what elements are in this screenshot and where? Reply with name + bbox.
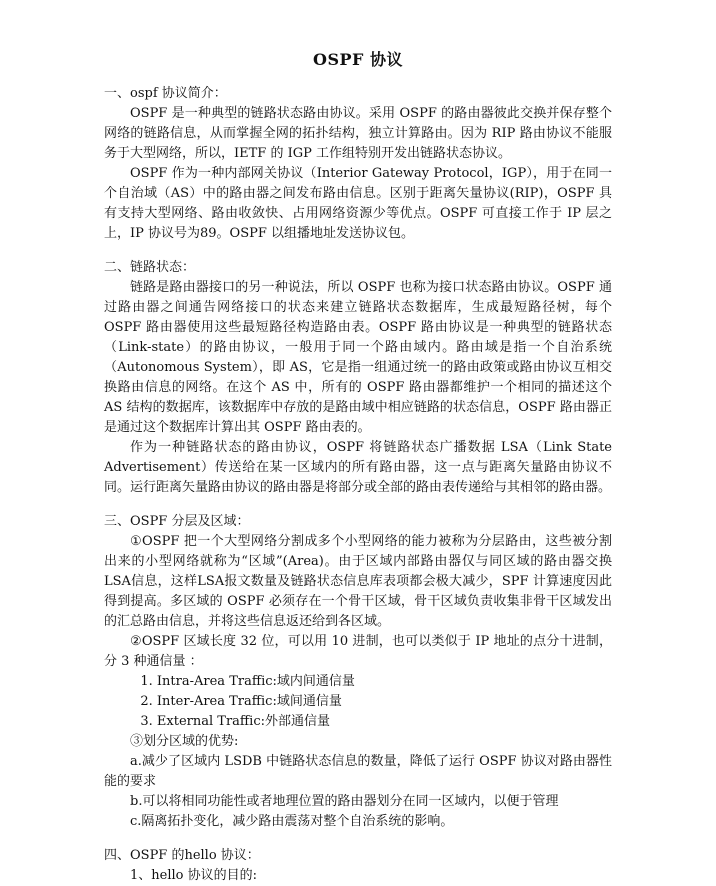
spacer [104,498,612,512]
paragraph: OSPF 是一种典型的链路状态路由协议。采用 OSPF 的路由器彼此交换并保存整个网络的链路信息，从而掌握全网的拓扑结构，独立计算路由。因为 RIP 路由协议不能服务于大型网络，所以，IETF 的 IGP 工作组特别开发出链路状态协议。 [104,106,612,161]
section-heading-areas: 三、OSPF 分层及区域： [104,514,250,529]
section-heading-intro: 一、ospf 协议简介： [104,86,227,101]
list-item: 2. Inter-Area Traffic:域间通信量 [140,694,342,709]
subheading-hello-purpose: 1、hello 协议的目的: [130,868,257,883]
section-heading-link-state: 二、链路状态： [104,260,196,275]
list-item: 1. Intra-Area Traffic:域内间通信量 [140,674,355,689]
advantages-heading: ③划分区域的优势: [130,734,239,749]
advantage-item: b.可以将相同功能性或者地理位置的路由器划分在同一区域内，以便于管理 [130,794,559,809]
list-item: 3. External Traffic:外部通信量 [140,714,330,729]
paragraph: ①OSPF 把一个大型网络分割成多个小型网络的能力被称为分层路由，这些被分割出来的小型网络就称为“区域”(Area)。由于区域内部路由器仅与同区域的路由器交换LSA信息，这样LSA报文数量及链路状态信息库表项都会极大减少，SPF 计算速度因此得到提高。多区域的 OSPF 必须存在一个骨干区域，骨干区域负责收集非骨干区域发出的汇总路由信息，并将这些信息返还给到各区域。 [104,534,612,629]
spacer [104,832,612,846]
advantage-item: c.隔离拓扑变化，减少路由震荡对整个自治系统的影响。 [130,814,454,829]
document-title: OSPF 协议 [313,50,403,69]
spacer [104,244,612,258]
paragraph: 作为一种链路状态的路由协议，OSPF 将链路状态广播数据 LSA（Link State Advertisement）传送给在某一区域内的所有路由器，这一点与距离矢量路由协议不同。运行距离矢量路由协议的路由器是将部分或全部的路由表传递给与其相邻的路由器。 [104,440,612,495]
paragraph: OSPF 作为一种内部网关协议（Interior Gateway Protocol，IGP），用于在同一个自治域（AS）中的路由器之间发布路由信息。区别于距离矢量协议(RIP)，OSPF 具有支持大型网络、路由收敛快、占用网络资源少等优点。OSPF 可直接工作于 IP 层之上，IP 协议号为89。OSPF 以组播地址发送协议包。 [104,166,612,241]
section-heading-hello: 四、OSPF 的hello 协议： [104,848,260,863]
paragraph: ②OSPF 区域长度 32 位，可以用 10 进制，也可以类似于 IP 地址的点分十进制，分 3 种通信量 ： [104,634,612,669]
advantage-item: a.减少了区域内 LSDB 中链路状态信息的数量，降低了运行 OSPF 协议对路由器性能的要求 [104,754,612,789]
paragraph: 链路是路由器接口的另一种说法，所以 OSPF 也称为接口状态路由协议。OSPF 通过路由器之间通告网络接口的状态来建立链路状态数据库，生成最短路径树，每个 OSPF 路由器使用这些最短路径构造路由表。OSPF 路由协议是一种典型的链路状态（Link-state）的路由协议，一般用于同一个路由域内。路由域是指一个自治系统（Autonomous System），即 AS，它是指一组通过统一的路由政策或路由协议互相交换路由信息的网络。在这个 AS 中，所有的 OSPF 路由器都维护一个相同的描述这个 AS 结构的数据库，该数据库中存放的是路由域中相应链路的状态信息，OSPF 路由器正是通过这个数据库计算出其 OSPF 路由表的。 [104,280,612,435]
